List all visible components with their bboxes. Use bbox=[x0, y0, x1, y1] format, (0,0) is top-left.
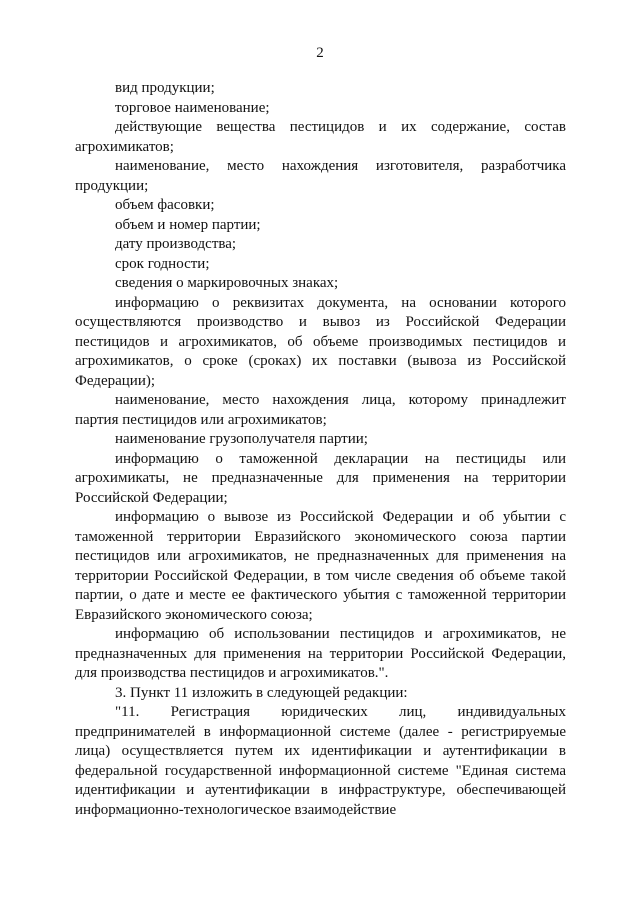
paragraph: информацию о вывозе из Российской Федерации и об убытии с таможенной территории Евразийского экономического союза партии пестицидов или агрохимикатов, не предназначенных для применения на территории Российской Федерации, в том числе сведения об объеме такой партии, о дате и месте ее фактического убытия с таможенной территории Евразийского экономического союза; bbox=[75, 509, 566, 623]
paragraph: объем фасовки; bbox=[115, 197, 215, 213]
paragraph: информацию о таможенной декларации на пестициды или агрохимикаты, не предназначенные для применения на территории Российской Федерации; bbox=[75, 450, 566, 506]
document-body bbox=[75, 79, 566, 820]
paragraph: "11. Регистрация юридических лиц, индивидуальных предпринимателей в информационной системе (далее - регистрируемые лица) осуществляется путем их идентификации и аутентификации в федеральной государственной информационной системе "Единая система идентификации и аутентификации в инфраструктуре, обеспечивающей информационно-технологическое взаимодействие bbox=[75, 704, 566, 818]
paragraph: дату производства; bbox=[115, 236, 237, 252]
paragraph: вид продукции; bbox=[115, 80, 215, 96]
page-number: 2 bbox=[316, 45, 324, 61]
paragraph: 3. Пункт 11 изложить в следующей редакции: bbox=[115, 684, 408, 701]
paragraph: наименование, место нахождения лица, которому принадлежит партия пестицидов или агрохимикатов; bbox=[75, 392, 566, 428]
paragraph: действующие вещества пестицидов и их содержание, состав агрохимикатов; bbox=[75, 119, 566, 155]
paragraph: информацию об использовании пестицидов и агрохимикатов, не предназначенных для применения на территории Российской Федерации, для производства пестицидов и агрохимикатов.". bbox=[75, 626, 566, 681]
paragraph: объем и номер партии; bbox=[115, 216, 261, 233]
paragraph: сведения о маркировочных знаках; bbox=[115, 275, 339, 291]
paragraph: информацию о реквизитах документа, на основании которого осуществляются производство и вывоз из Российской Федерации пестицидов и агрохимикатов, об объеме производимых пестицидов и агрохимикатов, о сроке (сроках) их поставки (вывоза из Российской Федерации); bbox=[75, 294, 566, 389]
paragraph: наименование, место нахождения изготовителя, разработчика продукции; bbox=[75, 158, 566, 194]
paragraph: наименование грузополучателя партии; bbox=[115, 431, 368, 447]
paragraph: торговое наименование; bbox=[115, 99, 270, 116]
paragraph: срок годности; bbox=[115, 255, 210, 272]
